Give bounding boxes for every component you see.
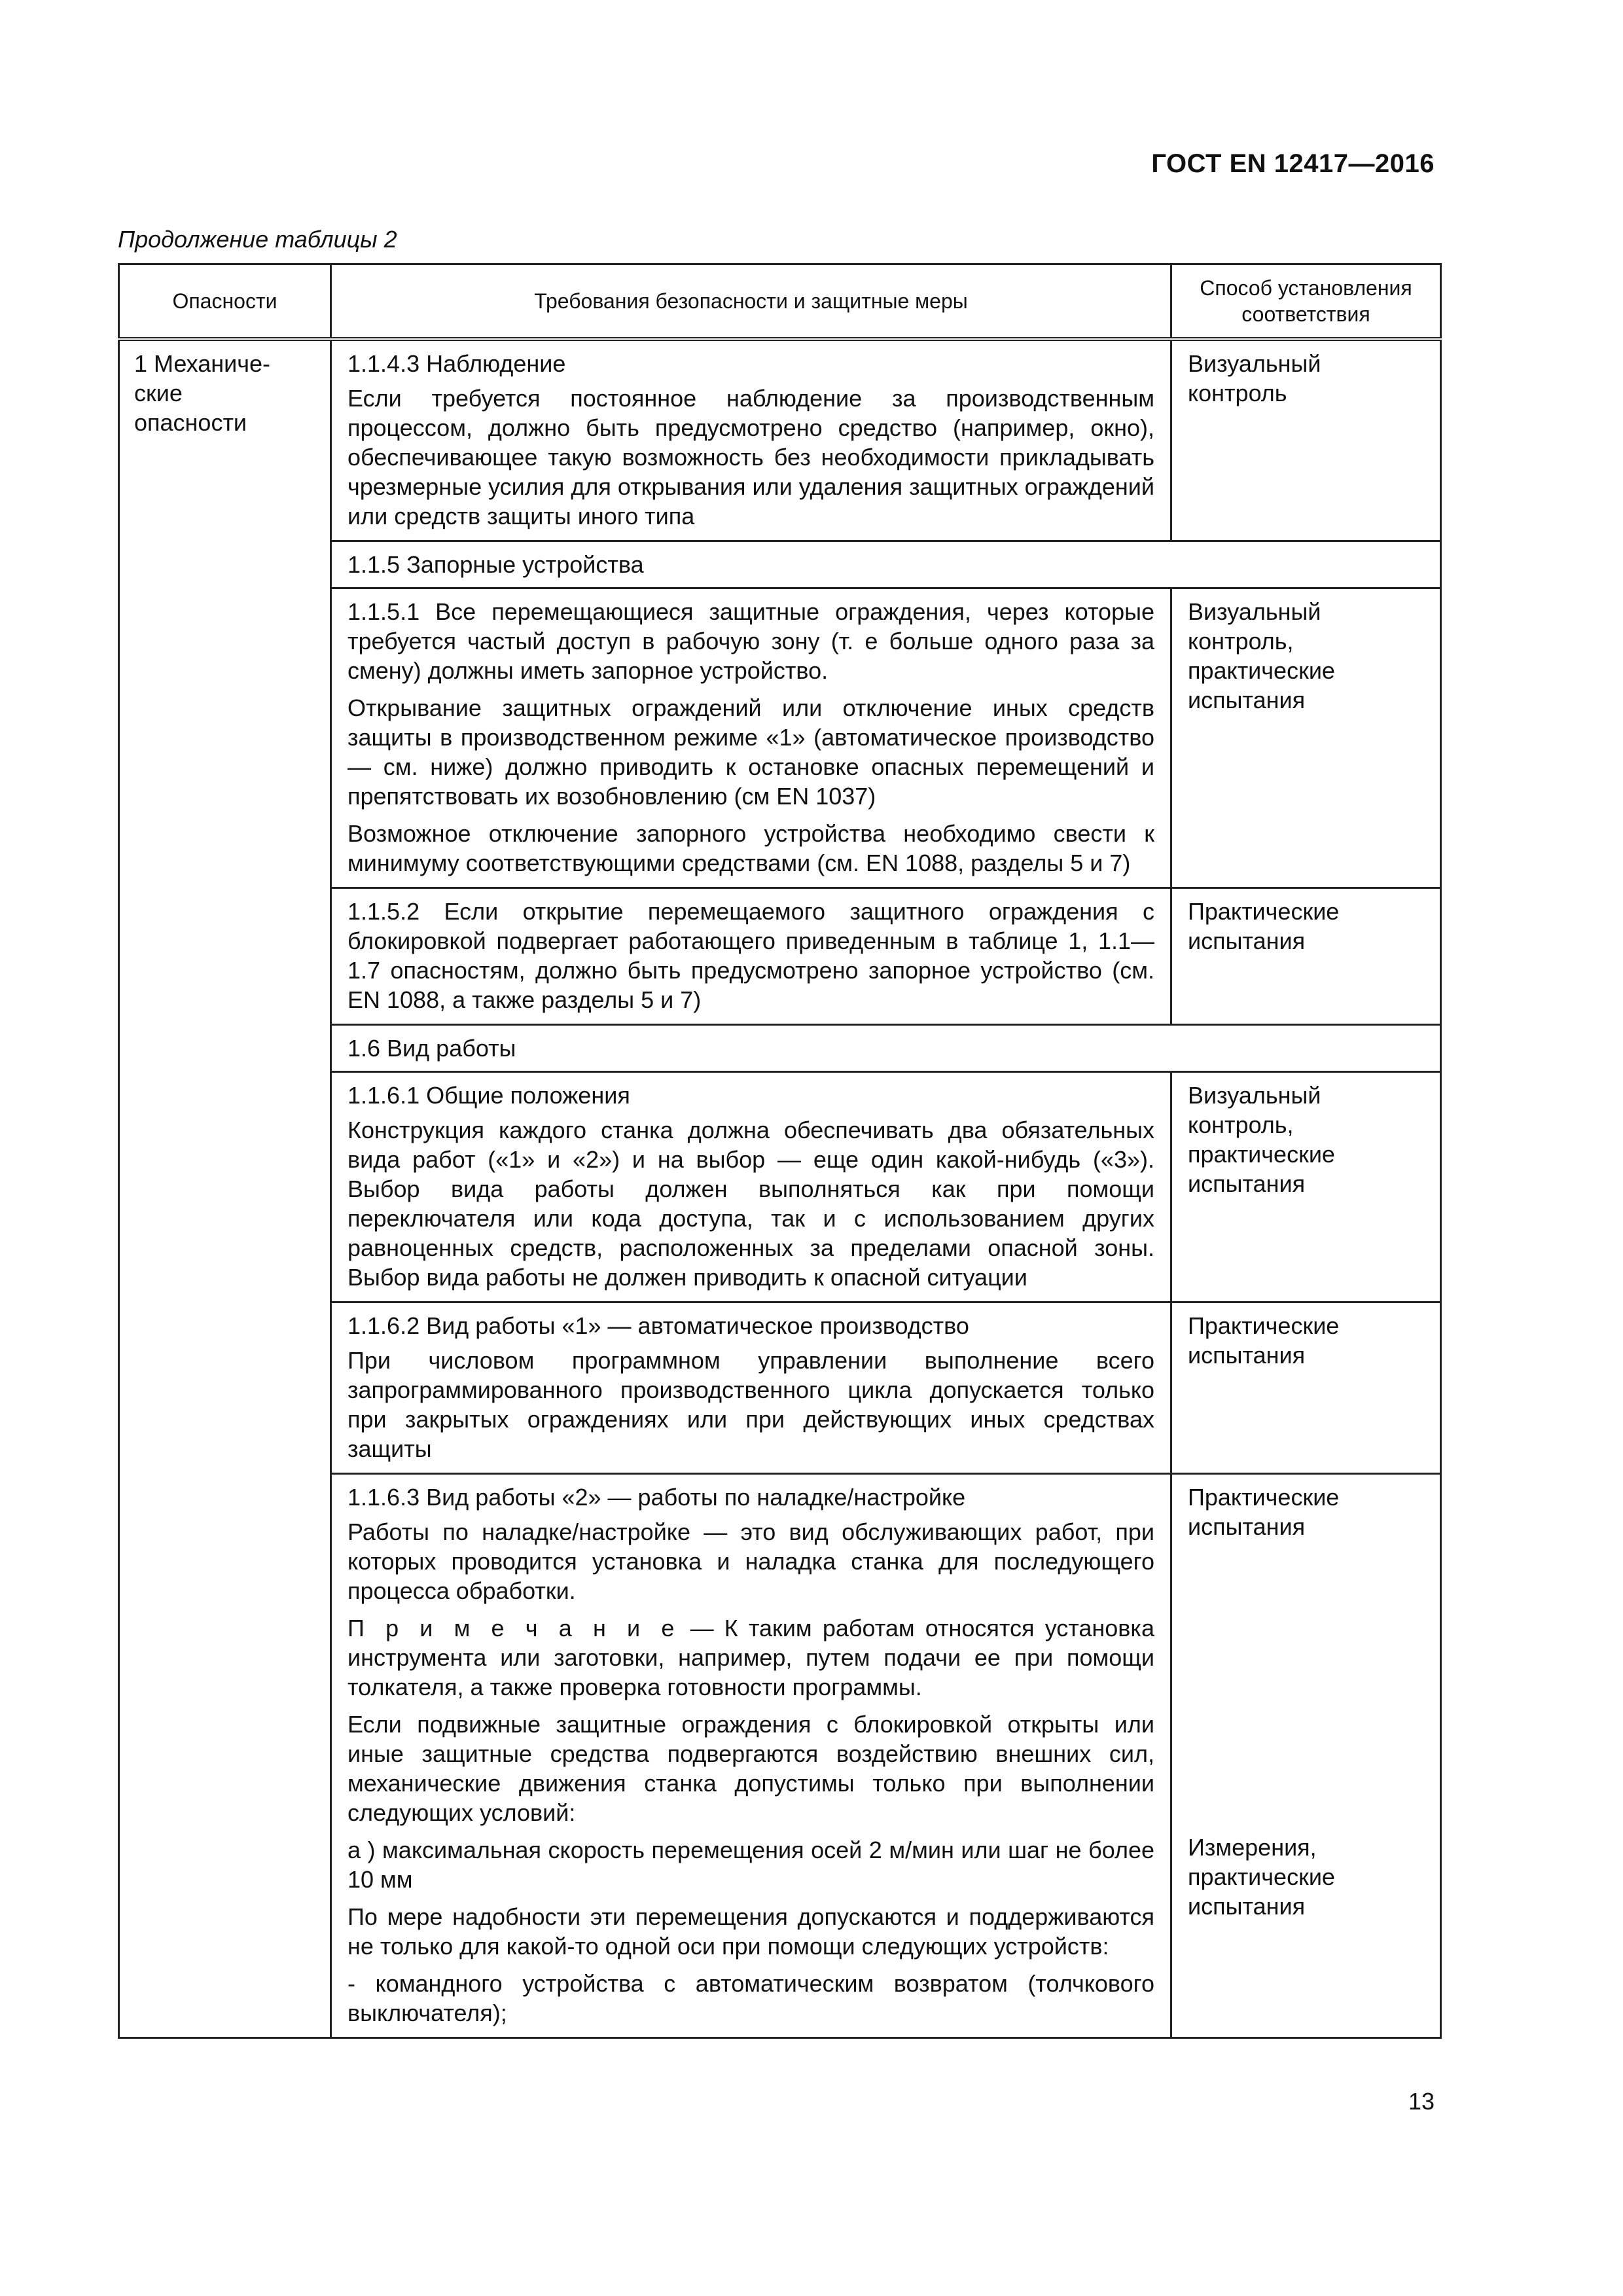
- column-header-hazards: Опасности: [119, 264, 331, 340]
- verification-text-measurements: Измерения, практические испытания: [1188, 1834, 1335, 1920]
- verification-cell: [1171, 1474, 1441, 2038]
- requirement-cell: [331, 339, 1171, 541]
- hazard-cell: [119, 339, 331, 2038]
- verification-text: Практические испытания: [1188, 1484, 1340, 1540]
- column-header-verification: Способ установления соответствия: [1171, 264, 1441, 340]
- clause-heading: 1.1.6.1 Общие положения: [348, 1082, 630, 1109]
- clause-text: а ) максимальная скорость перемещения осей 2 м/мин или шаг не более 10 мм: [348, 1837, 1154, 1893]
- note-text: — К таким работам относятся установка инструмента или заготовки, например, путем подачи ее при помощи толкателя, а также проверка готовности программы.: [348, 1615, 1154, 1700]
- verification-text: Визуальный контроль, практические испытания: [1188, 1082, 1335, 1197]
- clause-text: Если подвижные защитные ограждения с блокировкой открыты или иные защитные средства подвергаются воздействию внешних сил, механические движения станка допустимы только при выполнении следующих условий:: [348, 1711, 1154, 1826]
- clause-text: При числовом программном управлении выполнение всего запрограммированного производственного цикла допускается только при закрытых ограждениях или при действующих иных средствах защиты: [348, 1347, 1154, 1462]
- clause-text: - командного устройства с автоматическим возвратом (толчкового выключателя);: [348, 1970, 1154, 2026]
- clause-text: 1.1.5.2 Если открытие перемещаемого защитного ограждения с блокировкой подвергает работающего приведенным в таблице 1, 1.1—1.7 опасностям, должно быть предусмотрено запорное устройство (см. EN 1088, а также разделы 5 и 7): [348, 898, 1154, 1013]
- verification-cell: [1171, 1072, 1441, 1302]
- table-continuation-caption: Продолжение таблицы 2: [118, 226, 397, 253]
- verification-cell: [1171, 1302, 1441, 1474]
- verification-cell: [1171, 339, 1441, 541]
- clause-text: По мере надобности эти перемещения допускаются и поддерживаются не только для какой-то одной оси при помощи следующих устройств:: [348, 1903, 1154, 1960]
- column-header-requirements: Требования безопасности и защитные меры: [331, 264, 1171, 340]
- verification-text: Практические испытания: [1188, 898, 1340, 954]
- clause-text: Конструкция каждого станка должна обеспечивать два обязательных вида работ («1» и «2») и на выбор — еще один какой-нибудь («3»). Выбор вида работы должен выполняться как при помощи переключателя или кода доступа, так и с использованием других равноценных средств, расположенных за пределами опасной зоны. Выбор вида работы не должен приводить к опасной ситуации: [348, 1117, 1154, 1291]
- page-number: 13: [1408, 2088, 1435, 2115]
- note: [348, 1613, 1154, 1702]
- verification-text: Визуальный контроль, практические испытания: [1188, 598, 1335, 713]
- table-header-row: [119, 264, 1441, 340]
- clause-text: Работы по наладке/настройке — это вид обслуживающих работ, при которых проводится установка и наладка станка для последующего процесса обработки.: [348, 1518, 1154, 1604]
- verification-cell: [1171, 888, 1441, 1025]
- clause-heading: 1.1.4.3 Наблюдение: [348, 350, 566, 377]
- verification-text: Практические испытания: [1188, 1312, 1340, 1369]
- requirement-cell: [331, 588, 1171, 888]
- requirement-cell: [331, 1072, 1171, 1302]
- requirements-table: [118, 263, 1442, 2039]
- section-heading: 1.1.5 Запорные устройства: [331, 541, 1441, 588]
- section-heading: 1.6 Вид работы: [331, 1025, 1441, 1072]
- verification-text: Визуальный контроль: [1188, 350, 1321, 406]
- clause-text: Возможное отключение запорного устройства необходимо свести к минимуму соответствующими средствами (см. EN 1088, разделы 5 и 7): [348, 820, 1154, 876]
- note-label: П р и м е ч а н и е: [348, 1615, 680, 1641]
- clause-text: Если требуется постоянное наблюдение за производственным процессом, должно быть предусмотрено средство (например, окно), обеспечивающее такую возможность без необходимости прикладывать чрезмерные усилия для открывания или удаления защитных ограждений или средств защиты иного типа: [348, 385, 1154, 529]
- standard-designation: ГОСТ EN 12417—2016: [1151, 149, 1435, 178]
- table-row: [119, 339, 1441, 541]
- clause-text: Открывание защитных ограждений или отключение иных средств защиты в производственном режиме «1» (автоматическое производство — см. ниже) должно приводить к остановке опасных перемещений и препятствовать их возобновлению (см EN 1037): [348, 694, 1154, 810]
- clause-heading: 1.1.6.2 Вид работы «1» — автоматическое производство: [348, 1312, 969, 1339]
- clause-text: 1.1.5.1 Все перемещающиеся защитные ограждения, через которые требуется частый доступ в рабочую зону (т. е больше одного раза за смену) должны иметь запорное устройство.: [348, 598, 1154, 684]
- requirement-cell: [331, 1474, 1171, 2038]
- requirement-cell: [331, 1302, 1171, 1474]
- requirement-cell: [331, 888, 1171, 1025]
- verification-cell: [1171, 588, 1441, 888]
- clause-heading: 1.1.6.3 Вид работы «2» — работы по наладке/настройке: [348, 1484, 966, 1511]
- hazard-label: 1 Механиче-ские опасности: [134, 350, 271, 436]
